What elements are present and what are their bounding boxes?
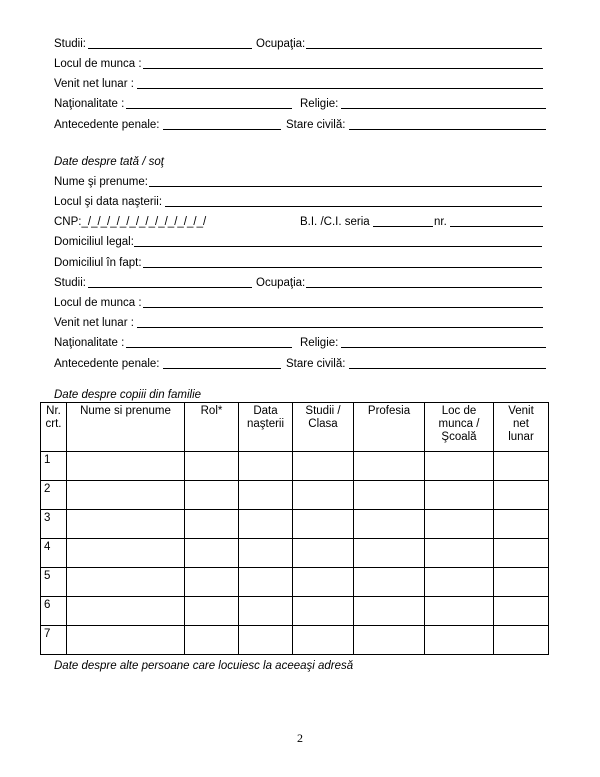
table-cell[interactable] [239,597,293,626]
father-nr-label: nr. [434,216,447,228]
father-studii-label: Studii: [54,277,86,289]
table-cell[interactable] [425,481,494,510]
father-nationalitate-field[interactable] [126,347,292,348]
table-cell[interactable] [185,452,239,481]
table-cell[interactable] [494,626,549,655]
father-cnp-label[interactable]: CNP:_/_/_/_/_/_/_/_/_/_/_/_/_/ [54,216,207,228]
father-domiciliu-legal-label: Domiciliul legal: [54,236,134,248]
father-nume-field[interactable] [149,186,542,187]
table-cell[interactable] [239,626,293,655]
table-cell[interactable] [354,510,425,539]
mother-venit-field[interactable] [137,88,543,89]
column-header-profesia: Profesia [354,403,425,452]
column-header-nume: Nume si prenume [67,403,185,452]
mother-nationalitate-label: Naţionalitate : [54,98,125,110]
column-header-venit: Venit net lunar [494,403,549,452]
table-cell[interactable] [293,481,354,510]
father-bi-seria-field[interactable] [373,226,433,227]
mother-religie-label: Religie: [300,98,339,110]
table-row [41,626,549,655]
father-religie-label: Religie: [300,337,339,349]
column-header-data-nasterii: Data naşterii [239,403,293,452]
father-stare-civila-field[interactable] [349,368,546,369]
father-studii-field[interactable] [88,287,252,288]
table-cell[interactable] [293,452,354,481]
table-cell[interactable] [494,568,549,597]
father-domiciliu-legal-field[interactable] [134,246,542,247]
table-cell[interactable] [425,597,494,626]
father-bi-label: B.I. /C.I. seria [300,216,370,228]
table-cell[interactable] [239,539,293,568]
father-locul-munca-field[interactable] [143,307,543,308]
table-row [41,510,549,539]
table-cell[interactable] [494,452,549,481]
mother-ocupatia-label: Ocupaţia: [256,38,306,50]
row-number: 7 [41,626,67,655]
father-domiciliu-fapt-field[interactable] [143,267,542,268]
table-cell[interactable] [67,510,185,539]
table-row [41,539,549,568]
father-religie-field[interactable] [341,347,546,348]
table-cell[interactable] [67,568,185,597]
father-antecedente-field[interactable] [163,368,281,369]
father-ocupatia-label: Ocupaţia: [256,277,306,289]
table-cell[interactable] [293,568,354,597]
father-locul-data-label: Locul şi data naşterii: [54,196,163,208]
table-cell[interactable] [293,510,354,539]
table-cell[interactable] [67,626,185,655]
table-cell[interactable] [67,539,185,568]
mother-venit-label: Venit net lunar : [54,78,134,90]
table-cell[interactable] [185,597,239,626]
table-row [41,481,549,510]
table-cell[interactable] [494,539,549,568]
children-table [40,402,549,655]
table-row [41,452,549,481]
table-cell[interactable] [185,539,239,568]
table-cell[interactable] [239,481,293,510]
mother-locul-munca-label: Locul de munca : [54,58,142,70]
table-cell[interactable] [494,597,549,626]
mother-antecedente-field[interactable] [163,129,281,130]
row-number: 1 [41,452,67,481]
father-venit-label: Venit net lunar : [54,317,134,329]
page-number: 2 [297,731,303,745]
table-cell[interactable] [354,539,425,568]
table-cell[interactable] [494,481,549,510]
table-cell[interactable] [239,510,293,539]
table-cell[interactable] [425,452,494,481]
father-section-heading: Date despre tată / soţ [54,156,164,168]
father-venit-field[interactable] [137,327,543,328]
table-cell[interactable] [185,568,239,597]
row-number: 3 [41,510,67,539]
table-cell[interactable] [293,597,354,626]
column-header-loc-munca: Loc de munca / Şcoală [425,403,494,452]
father-domiciliu-fapt-label: Domiciliul în fapt: [54,257,142,269]
table-cell[interactable] [67,452,185,481]
mother-religie-field[interactable] [341,108,546,109]
father-locul-munca-label: Locul de munca : [54,297,142,309]
table-cell[interactable] [425,539,494,568]
row-number: 6 [41,597,67,626]
table-cell[interactable] [185,481,239,510]
table-cell[interactable] [293,626,354,655]
table-cell[interactable] [354,597,425,626]
father-bi-nr-field[interactable] [450,226,543,227]
table-cell[interactable] [185,510,239,539]
mother-antecedente-label: Antecedente penale: [54,119,160,131]
children-table-header [41,403,549,452]
father-antecedente-label: Antecedente penale: [54,358,160,370]
table-cell[interactable] [354,452,425,481]
table-cell[interactable] [67,597,185,626]
mother-stare-civila-field[interactable] [349,129,546,130]
father-nationalitate-label: Naţionalitate : [54,337,125,349]
table-cell[interactable] [185,626,239,655]
table-cell[interactable] [293,539,354,568]
column-header-nr: Nr. crt. [41,403,67,452]
mother-locul-munca-field[interactable] [143,68,543,69]
other-persons-heading: Date despre alte persoane care locuiesc la aceeaşi adresă [54,660,354,672]
table-cell[interactable] [354,626,425,655]
mother-studii-label: Studii: [54,38,86,50]
table-row [41,568,549,597]
mother-ocupatia-field[interactable] [306,48,542,49]
table-cell[interactable] [67,481,185,510]
table-cell[interactable] [354,568,425,597]
mother-nationalitate-field[interactable] [126,108,292,109]
table-cell[interactable] [425,510,494,539]
table-cell[interactable] [494,510,549,539]
row-number: 2 [41,481,67,510]
father-locul-data-field[interactable] [165,206,542,207]
mother-stare-civila-label: Stare civilă: [286,119,346,131]
table-cell[interactable] [425,568,494,597]
column-header-rol: Rol* [185,403,239,452]
father-ocupatia-field[interactable] [306,287,542,288]
column-header-studii: Studii / Clasa [293,403,354,452]
mother-studii-field[interactable] [88,48,252,49]
row-number: 5 [41,568,67,597]
table-cell[interactable] [239,452,293,481]
father-nume-label: Nume şi prenume: [54,176,148,188]
father-stare-civila-label: Stare civilă: [286,358,346,370]
table-row [41,597,549,626]
table-cell[interactable] [239,568,293,597]
children-section-heading: Date despre copiii din familie [54,389,202,401]
table-cell[interactable] [354,481,425,510]
row-number: 4 [41,539,67,568]
table-cell[interactable] [425,626,494,655]
